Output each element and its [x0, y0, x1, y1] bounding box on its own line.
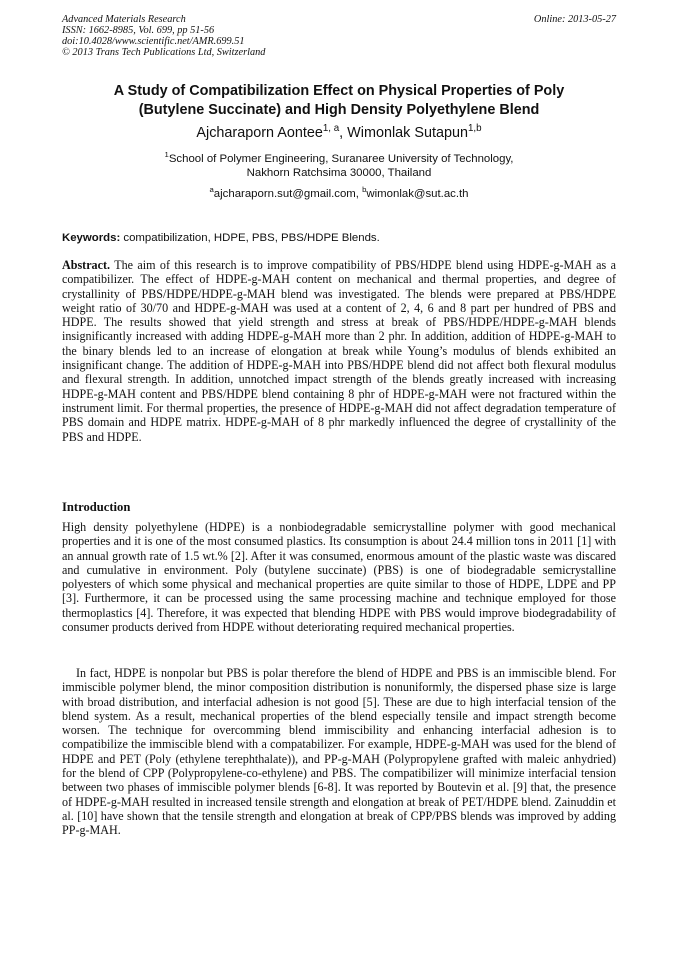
title-line-2: (Butylene Succinate) and High Density Polyethylene Blend: [138, 102, 540, 118]
journal-info: [62, 14, 616, 58]
abstract-label: Abstract.: [62, 258, 111, 272]
introduction-paragraph-1: High density polyethylene (HDPE) is a nonbiodegradable semicrystalline polymer with good mechanical properties and it is one of the most consumed plastics. Its consumption is about 24.4 million tons in 2011 [1] with an annual growth rate of 1.5 wt.% [2]. After it was consumed, enormous amount of the plastic waste was discared and cumulative in environment. Poly (butylene succinate) (PBS) is one of biodegradable semicrystalline polyesters of which some physical and mechanical properties are quite similar to those of HDPE, LDPE and PP [3]. Furthermore, it can be processed using the same processing machine and technique employed for those thermoplastics [4]. Therefore, it was expected that blending HDPE with PBS would improve biodegradability of consumer products derived from HDPE without deteriorating required mechanical properties.: [62, 520, 616, 635]
journal-name: Advanced Materials Research: [62, 14, 186, 25]
author-1-affiliation: 1, a: [322, 123, 340, 135]
title-line-1: A Study of Compatibilization Effect on Physical Properties of Poly: [113, 83, 565, 99]
keywords: [62, 231, 616, 245]
abstract-text: The aim of this research is to improve compatibility of PBS/HDPE blend using HDPE-g-MAH as a compatibilizer. The effect of HDPE-g-MAH content on mechanical and thermal properties, and degree of crystallinity of PBS/HDPE/HDPE-g-MAH blend was investigated. The blends were prepared at PBS/HDPE weight ratio of 30/70 and HDPE-g-MAH was used at a content of 2, 4, 6 and 8 part per hundred of PBS and HDPE. The results showed that yield strength and stress at break of PBS/HDPE/HDPE-g-MAH blends insignificantly increased with adding HDPE-g-MAH more than 2 phr. In addition, addition of HDPE-g-MAH to the binary blends led to an increase of elongation at break while Young’s modulus of blends exhibited an insignificant change. The addition of HDPE-g-MAH into PBS/HDPE blend did not affect both flexural modulus and flexural strength. In addition, unnotched impact strength of the blends greatly increased with increasing HDPE-g-MAH content and PBS/HDPE blend containing 8 phr of HDPE-g-MAH were not fractured within the instrument limit. For thermal properties, the presence of HDPE-g-MAH did not affect degradation temperature of PBS domain and HDPE matrix. HDPE-g-MAH of 8 phr markedly influenced the degree of crystallinity of the PBS and HDPE.: [62, 258, 616, 444]
author-separator: ,: [339, 125, 348, 141]
journal-copyright: © 2013 Trans Tech Publications Ltd, Switzerland: [62, 47, 266, 58]
keywords-text: compatibilization, HDPE, PBS, PBS/HDPE Blends.: [120, 232, 380, 244]
affiliation-line-2: Nakhorn Ratchsima 30000, Thailand: [246, 167, 432, 179]
affiliation: [62, 152, 616, 180]
author-list: [62, 124, 616, 142]
author-2: Wimonlak Sutapun: [347, 125, 468, 141]
paper-title: [62, 82, 616, 120]
affiliation-line-1: School of Polymer Engineering, Suranaree University of Technology,: [168, 153, 514, 165]
introduction-heading: Introduction: [62, 500, 131, 514]
journal-doi: doi:10.4028/www.scientific.net/AMR.699.51: [62, 36, 245, 47]
keywords-label: Keywords:: [62, 232, 121, 244]
email-b[interactable]: wimonlak@sut.ac.th: [366, 188, 469, 200]
author-2-affiliation: 1,b: [467, 123, 482, 135]
journal-header: [62, 14, 616, 58]
affiliation-marker: 1: [164, 150, 169, 160]
introduction-paragraph-2: In fact, HDPE is nonpolar but PBS is polar therefore the blend of HDPE and PBS is an immiscible blend. For immiscible polymer blend, the minor composition distribution is nonuniformly, the dispersed phase size is large with broad distribution, and interfacial adhesion is not good [5]. These are due to high interfacial tension of the blend system. As a result, mechanical properties of the blend especially tensile and impact strength become worsen. The technique for overcomming blend immiscibility and enhancing interfacial adhesion is to compatibilize the immiscible blend with a compatabilizer. For example, HDPE-g-MAH was used for the blend of HDPE and PET (Poly (ethylene terephthalate)), and PP-g-MAH (Polypropylene grafted with maleic anhydried) for the blend of CPP (Polypropylene-co-ethylene) and PBS. The compatibilizer will minimize interfacial tension between two phases of immiscible polymer blends [6-8]. It was reported by Boutevin et al. [9] that, the presence of HDPE-g-MAH resulted in increased tensile strength and elongation at break of PET/HDPE blend. Zainuddin et al. [10] have shown that the tensile strength and elongation at break of CPP/PBS blends was improved by adding PP-g-MAH.: [62, 666, 616, 838]
author-1: Ajcharaporn Aontee: [196, 125, 323, 141]
online-date: Online: 2013-05-27: [533, 14, 616, 25]
journal-issn: ISSN: 1662-8985, Vol. 699, pp 51-56: [62, 25, 215, 36]
email-a[interactable]: ajcharaporn.sut@gmail.com,: [213, 188, 363, 200]
email-a-marker: a: [209, 185, 214, 195]
author-emails: [62, 187, 616, 201]
email-b-marker: b: [362, 185, 367, 195]
abstract: [62, 258, 616, 444]
introduction-paragraph-2-container: [62, 666, 616, 838]
